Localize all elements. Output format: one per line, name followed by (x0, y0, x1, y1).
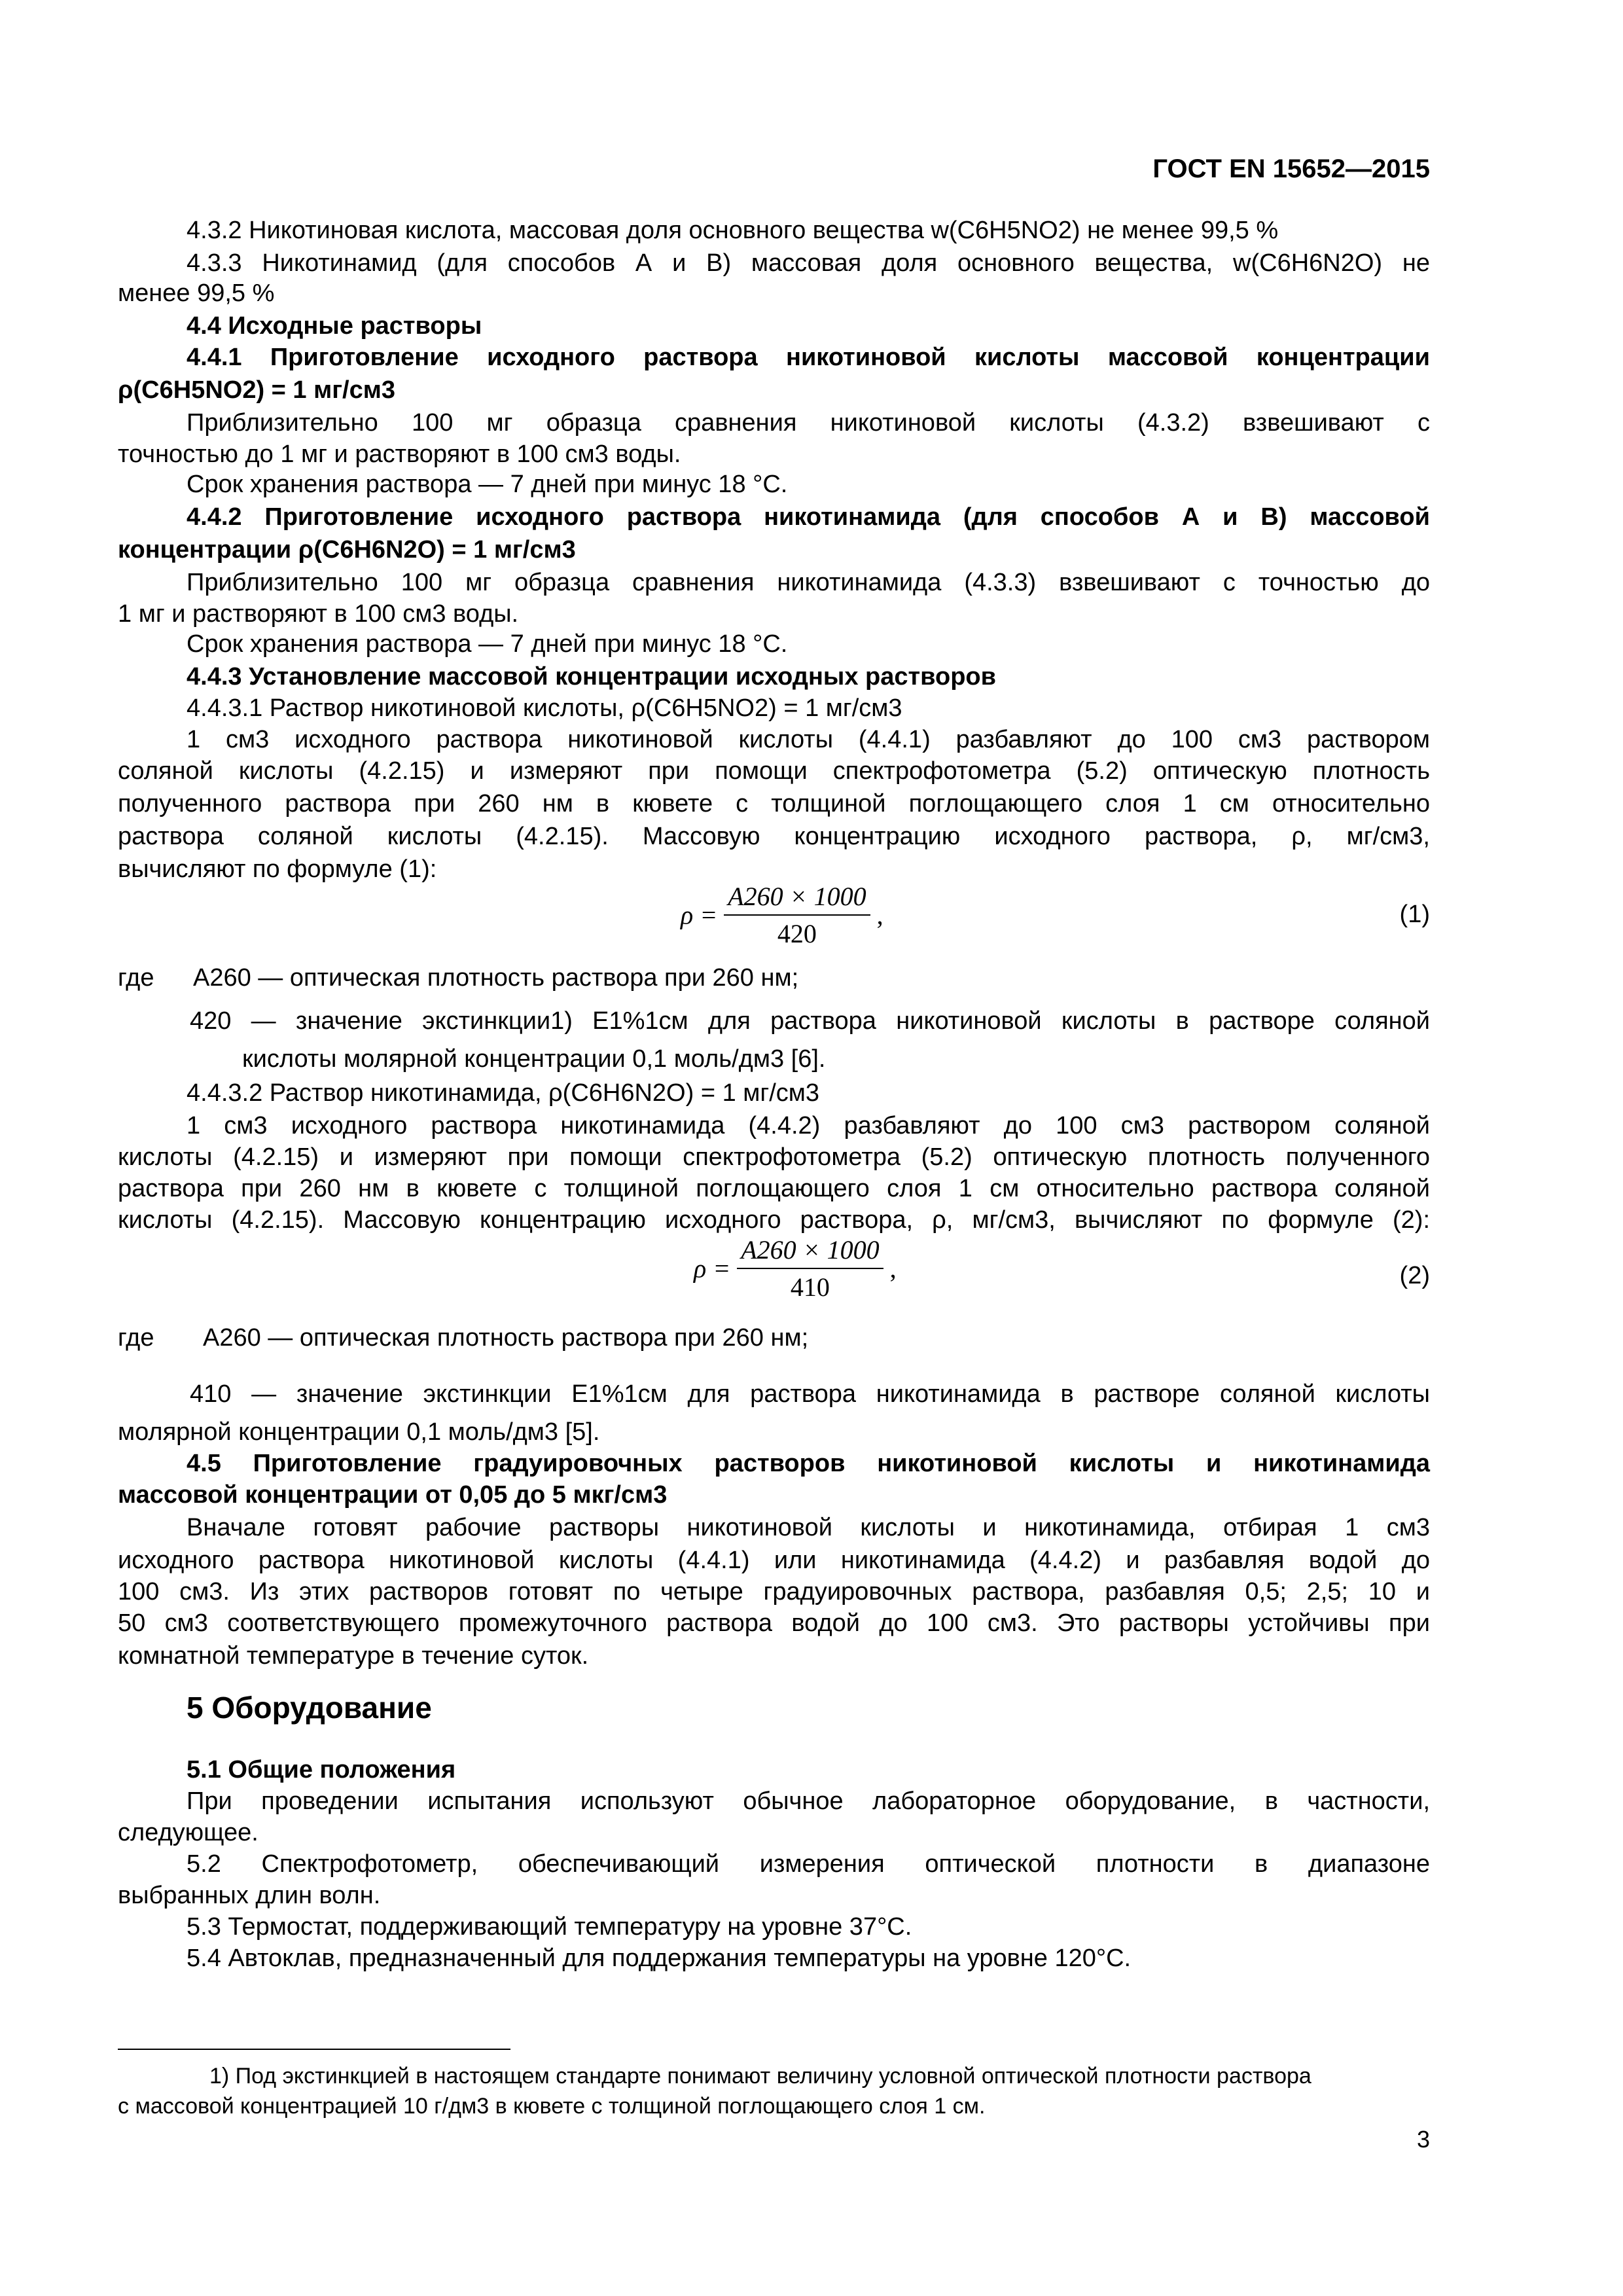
formula-2-fraction (737, 1234, 883, 1302)
heading-4-5-line2: массовой концентрации от 0,05 до 5 мкг/см3 (118, 1481, 668, 1509)
para-4-5-line1: Вначале готовят рабочие растворы никотиновой кислоты и никотинамида, отбирая 1 см3 (187, 1514, 1430, 1541)
heading-4-4: 4.4 Исходные растворы (187, 312, 482, 340)
page-number: 3 (1416, 2126, 1430, 2153)
heading-4-4-2-line2: концентрации ρ(C6H6N2O) = 1 мг/см3 (118, 536, 576, 564)
where-1-def: A260 — оптическая плотность раствора при 260 нм; (193, 964, 799, 992)
heading-4-4-2-line1: 4.4.2 Приготовление исходного раствора никотинамида (для способов А и В) массовой (187, 503, 1430, 531)
equation-number-1: (1) (1399, 901, 1430, 928)
standard-code: ГОСТ EN 15652—2015 (1152, 154, 1430, 183)
para-4-5-line4: 50 см3 соответствующего промежуточного раствора водой до 100 см3. Это растворы устойчивы при (118, 1609, 1430, 1637)
heading-4-4-1-line2: ρ(C6H5NO2) = 1 мг/см3 (118, 376, 395, 404)
para-4-4-2-line1: Приблизительно 100 мг образца сравнения никотинамида (4.3.3) взвешивают с точностью до (187, 569, 1430, 596)
formula-1 (681, 881, 883, 949)
where-1-word: где (118, 964, 154, 992)
formula-2 (694, 1234, 897, 1302)
heading-4-4-3-2: 4.4.3.2 Раствор никотинамида, ρ(C6H6N2O) = 1 мг/см3 (187, 1079, 820, 1107)
para-4-3-2: 4.3.2 Никотиновая кислота, массовая доля основного вещества w(C6H5NO2) не менее 99,5 % (187, 217, 1279, 244)
para-4-5-line5: комнатной температуре в течение суток. (118, 1642, 589, 1670)
para-4-4-3-1-line1: 1 см3 исходного раствора никотиновой кислоты (4.4.1) разбавляют до 100 см3 раствором (187, 726, 1430, 753)
formula-2-comma: , (889, 1253, 897, 1283)
para-4-5-line3: 100 см3. Из этих растворов готовят по четыре градуировочных раствора, разбавляя 0,5; 2,5; 10 и (118, 1578, 1430, 1605)
para-4-4-2-line2: 1 мг и растворяют в 100 см3 воды. (118, 600, 519, 628)
footnote-separator (118, 2049, 510, 2050)
where-2-def: A260 — оптическая плотность раствора при 260 нм; (203, 1324, 809, 1352)
where-1 (118, 962, 1430, 994)
def-420-line1: 420 — значение экстинкции1) E1%1см для раствора никотиновой кислоты в растворе соляной (190, 1007, 1430, 1035)
para-4-3-3-line1: 4.3.3 Никотинамид (для способов А и В) массовая доля основного вещества, w(C6H6N2O) не (187, 249, 1430, 277)
formula-2-lhs: ρ = (694, 1253, 731, 1283)
para-4-4-2-storage: Срок хранения раствора — 7 дней при минус 18 °С. (187, 630, 788, 658)
formula-2-denominator: 410 (790, 1272, 830, 1302)
para-4-4-3-2-line3: раствора при 260 нм в кювете с толщиной поглощающего слоя 1 см относительно раствора соляной (118, 1175, 1430, 1202)
heading-section-5: 5 Оборудование (187, 1691, 432, 1725)
para-4-4-3-1-line5: вычисляют по формуле (1): (118, 855, 437, 883)
para-5-1-line1: При проведении испытания используют обычное лабораторное оборудование, в частности, (187, 1787, 1430, 1815)
formula-2-numerator: A260 × 1000 (737, 1234, 883, 1269)
formula-1-fraction (724, 881, 870, 949)
def-420-line2: кислоты молярной концентрации 0,1 моль/дм3 [6]. (242, 1045, 826, 1073)
def-410-line1: 410 — значение экстинкции E1%1см для раствора никотинамида в растворе соляной кислоты (190, 1380, 1430, 1408)
heading-4-4-3-1: 4.4.3.1 Раствор никотиновой кислоты, ρ(C6H5NO2) = 1 мг/см3 (187, 694, 902, 722)
para-4-4-1-line1: Приблизительно 100 мг образца сравнения никотиновой кислоты (4.3.2) взвешивают с (187, 409, 1430, 437)
para-4-4-3-2-line2: кислоты (4.2.15) и измеряют при помощи спектрофотометра (5.2) оптическую плотность полученного (118, 1143, 1430, 1171)
formula-1-lhs: ρ = (681, 900, 718, 930)
def-410-line2: молярной концентрации 0,1 моль/дм3 [5]. (118, 1418, 600, 1446)
para-4-3-3-line2: менее 99,5 % (118, 279, 275, 307)
para-4-4-3-2-line1: 1 см3 исходного раствора никотинамида (4.4.2) разбавляют до 100 см3 раствором соляной (187, 1112, 1430, 1139)
formula-1-comma: , (876, 900, 883, 930)
heading-5-1: 5.1 Общие положения (187, 1756, 456, 1784)
formula-1-denominator: 420 (777, 919, 817, 948)
where-2-word: где (118, 1324, 154, 1352)
para-4-4-3-2-line4: кислоты (4.2.15). Массовую концентрацию исходного раствора, ρ, мг/см3, вычисляют по формуле (2): (118, 1206, 1430, 1234)
para-4-4-1-storage: Срок хранения раствора — 7 дней при минус 18 °С. (187, 471, 788, 498)
where-2 (118, 1322, 1430, 1354)
heading-4-4-1-line1: 4.4.1 Приготовление исходного раствора никотиновой кислоты массовой концентрации (187, 344, 1430, 371)
heading-4-5-line1: 4.5 Приготовление градуировочных растворов никотиновой кислоты и никотинамида (187, 1450, 1430, 1477)
para-5-2-line2: выбранных длин волн. (118, 1882, 381, 1909)
para-5-1-line2: следующее. (118, 1819, 259, 1846)
para-5-2-line1: 5.2 Спектрофотометр, обеспечивающий измерения оптической плотности в диапазоне (187, 1850, 1430, 1878)
equation-number-2: (2) (1399, 1262, 1430, 1289)
footnote-line1: 1) Под экстинкцией в настоящем стандарте понимают величину условной оптической плотности раствора (209, 2064, 1311, 2089)
para-4-4-1-line2: точностью до 1 мг и растворяют в 100 см3 воды. (118, 440, 681, 468)
footnote-line2: с массовой концентрацией 10 г/дм3 в кювете с толщиной поглощающего слоя 1 см. (118, 2094, 986, 2119)
para-4-4-3-1-line4: раствора соляной кислоты (4.2.15). Массовую концентрацию исходного раствора, ρ, мг/см3, (118, 823, 1430, 850)
formula-1-numerator: A260 × 1000 (724, 881, 870, 916)
para-5-4: 5.4 Автоклав, предназначенный для поддержания температуры на уровне 120°С. (187, 1945, 1132, 1972)
para-4-4-3-1-line3: полученного раствора при 260 нм в кювете с толщиной поглощающего слоя 1 см относительно (118, 790, 1430, 817)
para-4-5-line2: исходного раствора никотиновой кислоты (4.4.1) или никотинамида (4.4.2) и разбавляя водой до (118, 1547, 1430, 1574)
para-4-4-3-1-line2: соляной кислоты (4.2.15) и измеряют при помощи спектрофотометра (5.2) оптическую плотность (118, 757, 1430, 785)
para-5-3: 5.3 Термостат, поддерживающий температуру на уровне 37°С. (187, 1913, 912, 1941)
heading-4-4-3: 4.4.3 Установление массовой концентрации исходных растворов (187, 663, 996, 691)
